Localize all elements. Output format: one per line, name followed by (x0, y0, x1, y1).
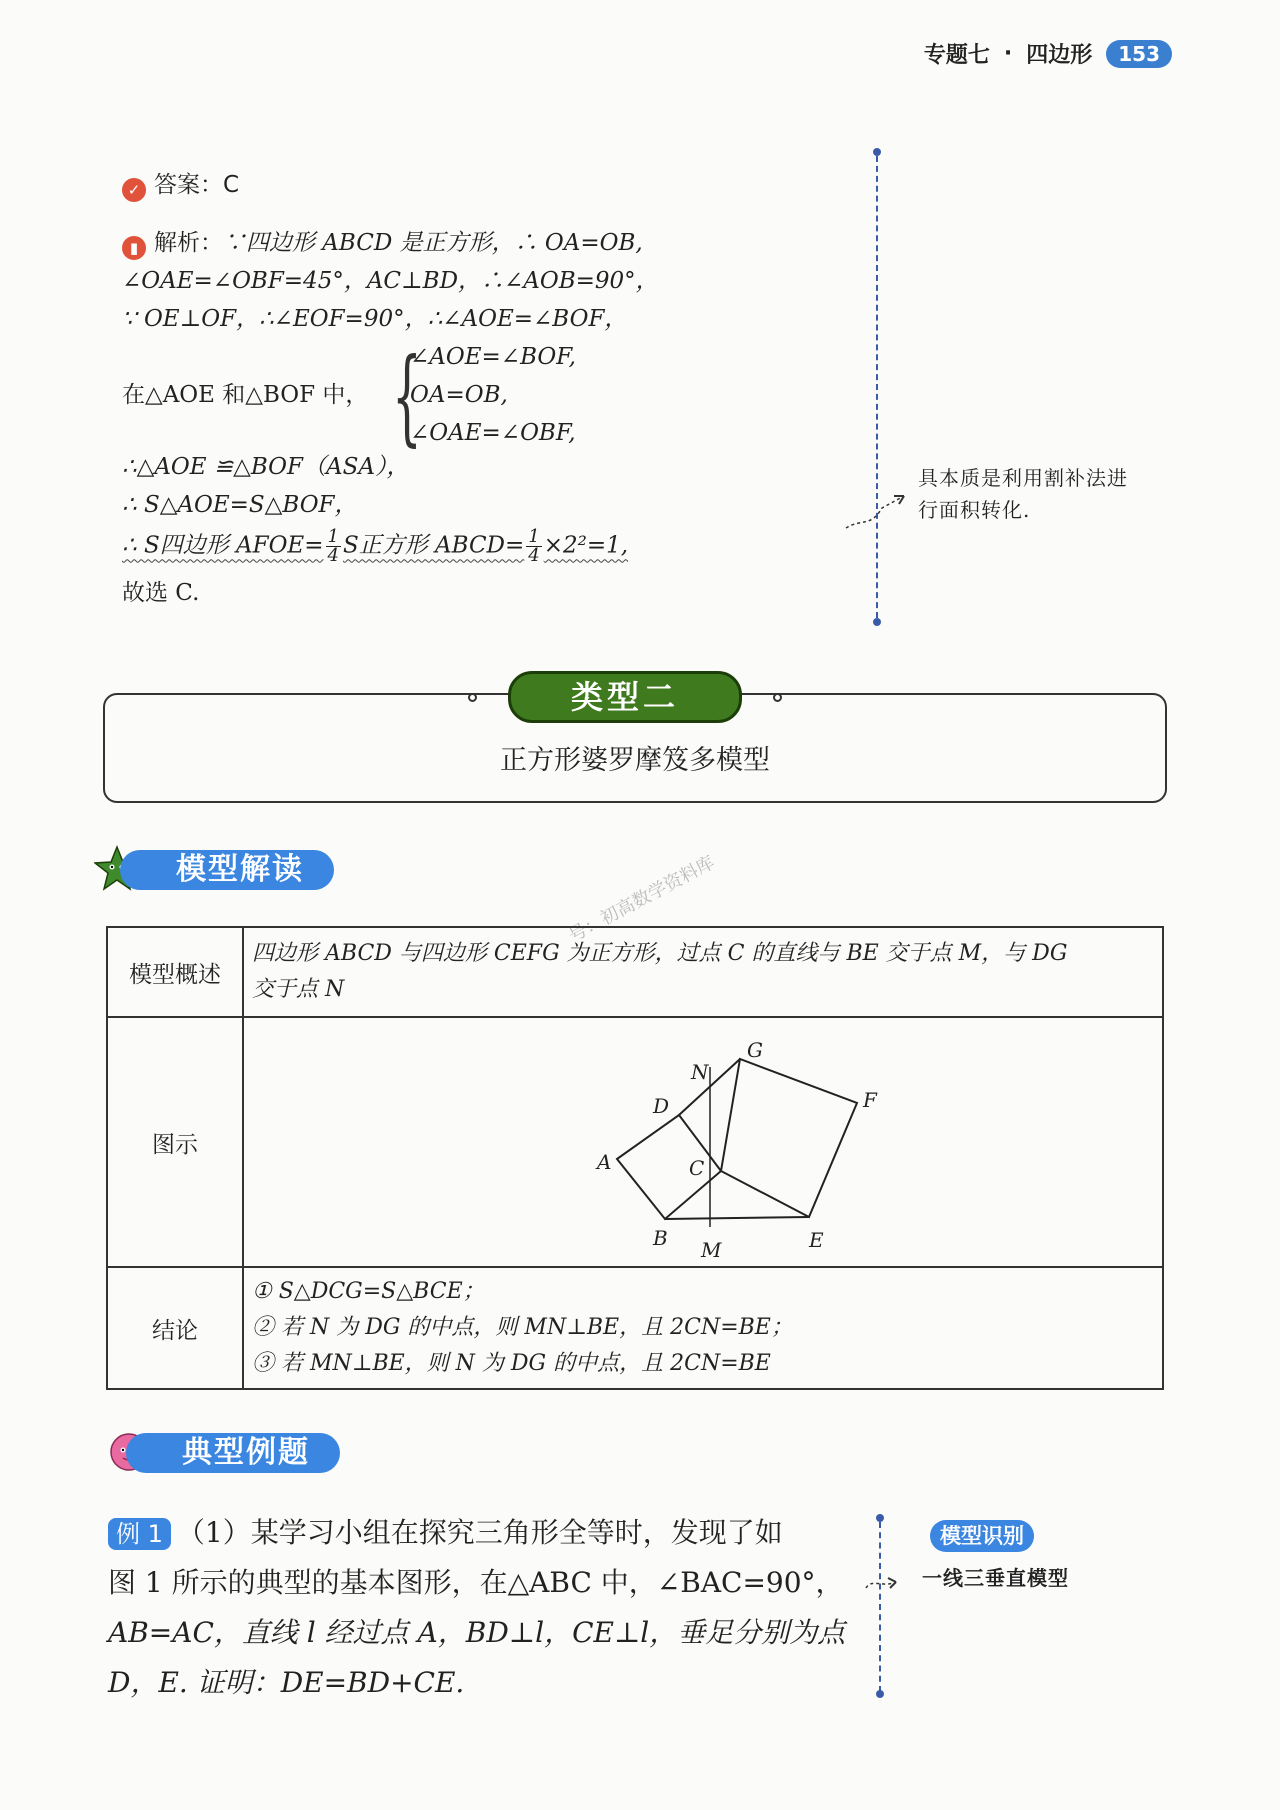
label-e: E (809, 1228, 824, 1252)
side-note-2: 一线三垂直模型 (922, 1566, 1069, 1590)
system-eq-2: OA=OB, (410, 382, 508, 408)
analysis-line-3: ∵ OE⊥OF，∴∠EOF=90°，∴∠AOE=∠BOF， (122, 306, 628, 332)
analysis-icon: ▮ (122, 236, 146, 260)
table-row-figure (107, 1017, 1163, 1267)
label-b: B (653, 1226, 668, 1250)
label-a: A (597, 1150, 612, 1174)
label-c: C (689, 1156, 705, 1180)
model-table (106, 926, 1164, 1390)
topic-label: 四边形 (1026, 43, 1093, 68)
model-recognition-tag: 模型识别 (930, 1520, 1034, 1552)
example-line-4: D，E. 证明：DE=BD+CE. (108, 1666, 465, 1699)
analysis-line-8: 故选 C. (122, 580, 200, 606)
note2-dot-top (876, 1514, 884, 1522)
system-eq-3: ∠OAE=∠OBF, (410, 420, 576, 446)
example-tag: 例 1 (108, 1518, 171, 1550)
page-number: 153 (1106, 40, 1172, 68)
figure-cell (243, 1017, 1163, 1267)
label-m: M (701, 1238, 722, 1262)
model-banner: 模型解读 (120, 850, 334, 890)
analysis-line-7: ∴ S四边形 AFOE= $\frac{1}{4}$ S正方形 ABCD= $\frac{1}{4}$ ×2²=1, (122, 526, 629, 566)
analysis-label: 解析： (154, 230, 223, 256)
conclusion-text: ① S△DCG=S△BCE； ② 若 N 为 DG 的中点，则 MN⊥BE，且 2CN=BE； ③ 若 MN⊥BE，则 N 为 DG 的中点，且 2CN=BE (243, 1267, 1163, 1389)
note-dot-top (873, 148, 881, 156)
example-line-1: 例 1 （1）某学习小组在探究三角形全等时，发现了如 (108, 1508, 783, 1558)
example-line-2: 图 1 所示的典型的基本图形，在△ABC 中，∠BAC=90°， (108, 1566, 844, 1599)
analysis-line-1: ▮ 解析：∵四边形 ABCD 是正方形，∴ OA=OB, (122, 228, 643, 260)
table-row-overview (107, 927, 1163, 1017)
side-note-1: 具本质是利用割补法进 行面积转化. (918, 466, 1128, 522)
conclusion-label: 结论 (107, 1267, 243, 1389)
note2-divider (879, 1522, 881, 1692)
system-brace: { (392, 335, 422, 457)
note2-dot-bottom (876, 1690, 884, 1698)
analysis-line-5: ∴△AOE ≌△BOF（ASA）， (122, 454, 410, 480)
section-title: 正方形婆罗摩笈多模型 (500, 745, 770, 776)
page-header (924, 38, 1172, 69)
header-dot: · (1003, 41, 1013, 66)
fraction-2: $\frac{1}{4}$ (528, 526, 540, 566)
chapter-label: 专题七 (923, 43, 990, 68)
answer-line (122, 170, 239, 202)
system-eq-1: ∠AOE=∠BOF, (410, 344, 576, 370)
check-icon: ✓ (122, 178, 146, 202)
note-divider (876, 156, 878, 618)
overview-text: 四边形 ABCD 与四边形 CEFG 为正方形，过点 C 的直线与 BE 交于点 M，与 DG 交于点 N (243, 927, 1163, 1017)
square-abcd (617, 1115, 721, 1219)
watermark: 号：初高数学资料库 (565, 852, 719, 947)
figure-label: 图示 (107, 1017, 243, 1267)
overview-label: 模型概述 (107, 927, 243, 1017)
fraction-1: $\frac{1}{4}$ (327, 526, 339, 566)
answer-value: C (223, 172, 240, 198)
table-row-conclusion (107, 1267, 1163, 1389)
label-g: G (747, 1038, 763, 1062)
analysis-line-6: ∴ S△AOE=S△BOF， (122, 492, 358, 518)
analysis-line-4: 在△AOE 和△BOF 中， (122, 382, 369, 408)
label-n: N (691, 1060, 709, 1084)
example-banner: 典型例题 (126, 1433, 340, 1473)
square-cefg (721, 1059, 857, 1217)
label-d: D (653, 1094, 670, 1118)
curved-arrow-icon (842, 488, 912, 538)
label-f: F (863, 1088, 877, 1112)
example-line-3: AB=AC，直线 l 经过点 A，BD⊥l，CE⊥l，垂足分别为点 (108, 1616, 846, 1649)
note-dot-bottom (873, 618, 881, 626)
geometry-figure (245, 1019, 1161, 1265)
arrow-icon (862, 1568, 902, 1598)
answer-label: 答案： (154, 172, 223, 198)
analysis-line-2: ∠OAE=∠OBF=45°，AC⊥BD，∴∠AOB=90°， (122, 268, 659, 294)
segment-be (665, 1217, 809, 1219)
section-type-label: 类型二 (508, 671, 742, 723)
